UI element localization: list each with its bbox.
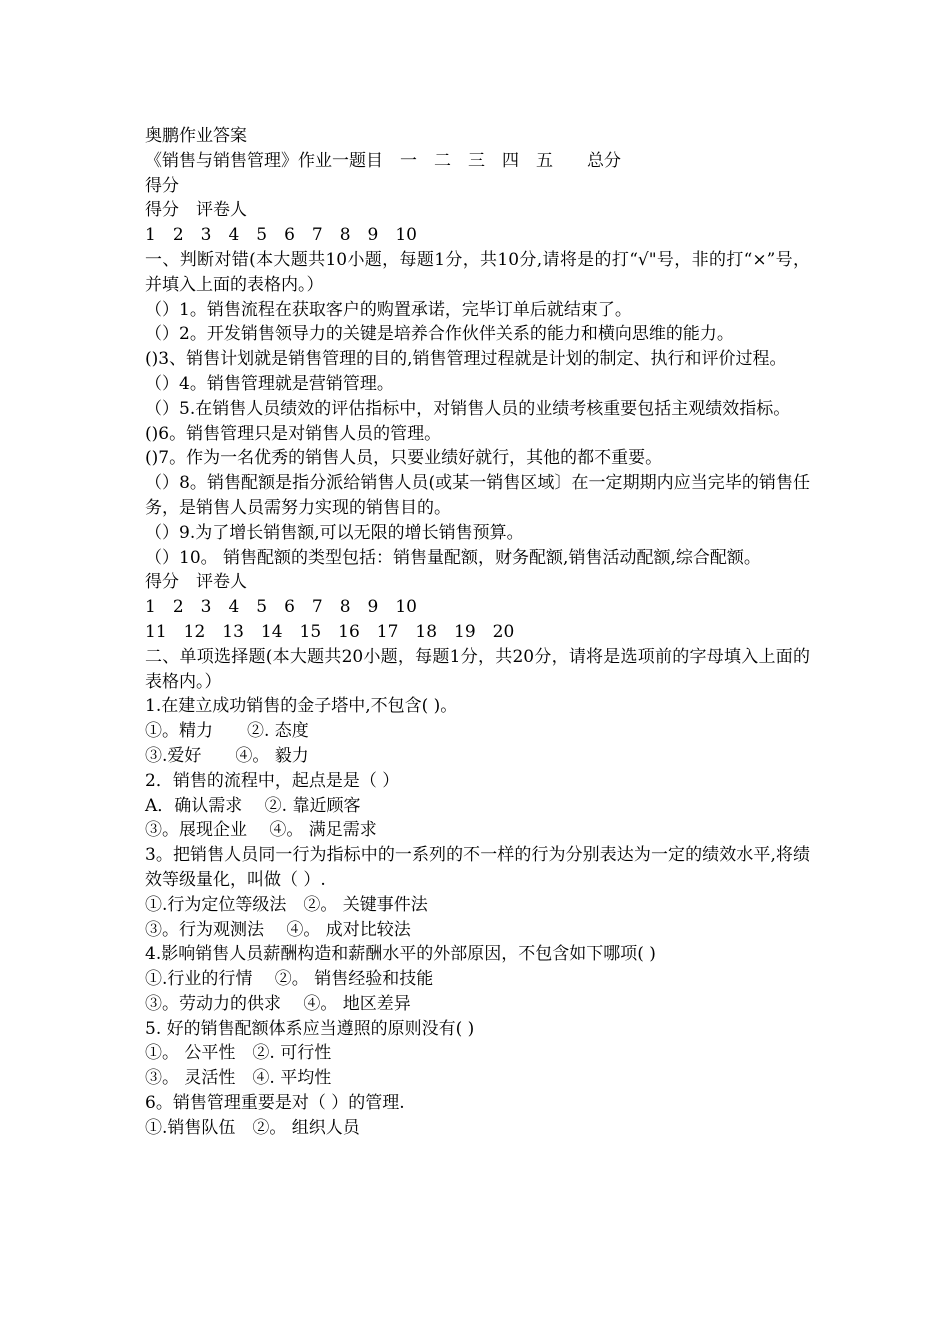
judgment-item-10: （）10。 销售配额的类型包括：销售量配额，财务配额,销售活动配额,综合配额。 (145, 547, 761, 568)
score-table-header: 《销售与销售管理》作业一题目 一 二 三 四 五 总分 (145, 150, 621, 171)
question-1 (145, 694, 810, 768)
question-options: ③。劳动力的供求 ④。 地区差异 (145, 993, 411, 1014)
document-title: 奥鹏作业答案 (145, 126, 247, 146)
document-page (145, 124, 810, 1141)
judgment-item-6: ()6。销售管理只是对销售人员的管理。 (145, 423, 442, 444)
question-options: ③.爱好 ④。 毅力 (145, 745, 309, 766)
score-label: 得分 (145, 175, 179, 196)
judgment-item-9: （）9.为了增长销售额,可以无限的增长销售预算。 (145, 522, 524, 543)
section-1-intro: 一、判断对错(本大题共10小题，每题1分，共10分,请将是的打“√"号，非的打“×”号，并填入上面的表格内。） (145, 249, 810, 295)
section-2-intro: 二、单项选择题(本大题共20小题，每题1分，共20分，请将是选项前的字母填入上面的表格内。） (145, 646, 810, 692)
question-5 (145, 1017, 810, 1091)
grader-row: 得分 评卷人 (145, 572, 247, 593)
question-options: ①.销售队伍 ②。 组织人员 (145, 1117, 360, 1138)
question-6 (145, 1091, 810, 1141)
judgment-item-7: ()7。作为一名优秀的销售人员，只要业绩好就行，其他的都不重要。 (145, 448, 663, 469)
question-4 (145, 942, 810, 1016)
question-options: ①.行为定位等级法 ②。 关键事件法 (145, 894, 428, 915)
question-options: A．确认需求 ②. 靠近顾客 (145, 795, 361, 816)
question-stem: 5. 好的销售配额体系应当遵照的原则没有( ) (145, 1018, 475, 1039)
question-options: ③。行为观测法 ④。 成对比较法 (145, 919, 411, 940)
judgment-item-4: （）4。销售管理就是营销管理。 (145, 373, 394, 394)
question-options: ③。展现企业 ④。 满足需求 (145, 820, 377, 841)
question-options: ①。 公平性 ②. 可行性 (145, 1043, 332, 1064)
judgment-item-3: ()3、销售计划就是销售管理的目的,销售管理过程就是计划的制定、执行和评价过程。 (145, 349, 787, 370)
question-stem: 4.影响销售人员薪酬构造和薪酬水平的外部原因，不包含如下哪项( ) (145, 944, 656, 965)
question-3 (145, 843, 810, 942)
question-options: ①.行业的行情 ②。 销售经验和技能 (145, 969, 434, 990)
question-options: ①。精力 ②. 态度 (145, 721, 309, 742)
question-stem: 6。销售管理重要是对（ ）的管理. (145, 1093, 405, 1114)
question-stem: 3。把销售人员同一行为指标中的一系列的不一样的行为分别表达为一定的绩效水平,将绩效等级量化，叫做（ ）. (145, 845, 810, 890)
question-2 (145, 769, 810, 843)
question-stem: 2．销售的流程中，起点是是（ ） (145, 770, 400, 791)
grader-row: 得分 评卷人 (145, 200, 247, 221)
question-options: ③。 灵活性 ④. 平均性 (145, 1068, 332, 1089)
judgment-item-8: （）8。销售配额是指分派给销售人员(或某一销售区域〕在一定期期内应当完毕的销售任务，是销售人员需努力实现的销售目的。 (145, 473, 810, 518)
judgment-item-2: （）2。开发销售领导力的关键是培养合作伙伴关系的能力和横向思维的能力。 (145, 324, 734, 345)
judgment-item-5: （）5.在销售人员绩效的评估指标中，对销售人员的业绩考核重要包括主观绩效指标。 (145, 398, 791, 419)
answer-number-row: 1 2 3 4 5 6 7 8 9 10 (145, 597, 417, 618)
judgment-item-1: （）1。销售流程在获取客户的购置承诺，完毕订单后就结束了。 (145, 299, 632, 320)
question-stem: 1.在建立成功销售的金子塔中,不包含( )。 (145, 696, 458, 717)
answer-number-row: 11 12 13 14 15 16 17 18 19 20 (145, 621, 515, 642)
answer-number-row: 1 2 3 4 5 6 7 8 9 10 (145, 225, 417, 246)
